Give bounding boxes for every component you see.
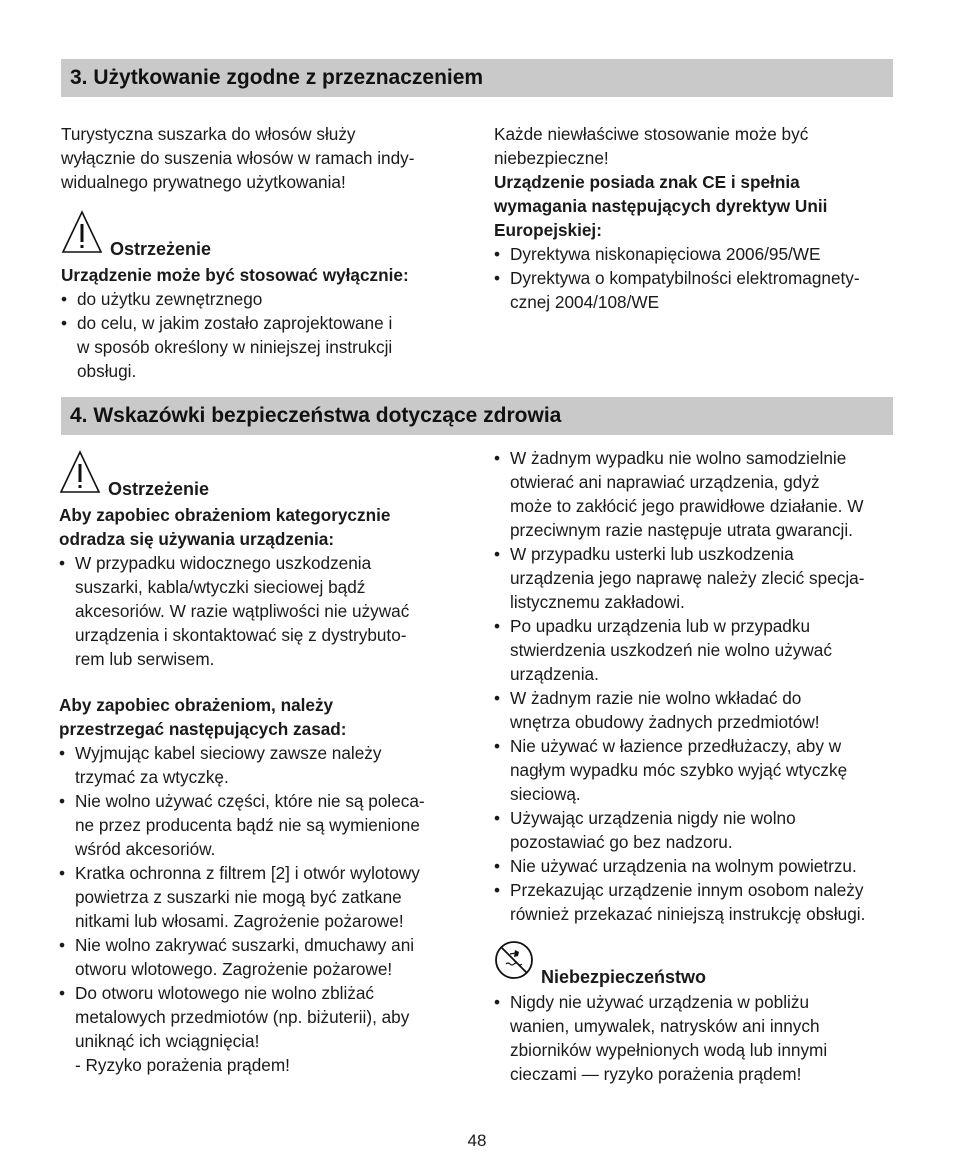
section-3-left-column xyxy=(61,122,461,383)
list-item: • W żadnym razie nie wolno wkładać do wnętrza obudowy żadnych przedmiotów! xyxy=(494,686,904,734)
list-item: • Do otworu wlotowego nie wolno zbliżać metalowych przedmiotów (np. biżuterii), aby uniknąć ich wciągnięcia! xyxy=(59,981,464,1053)
section-3-right-column xyxy=(494,122,899,314)
warning-label: Ostrzeżenie xyxy=(110,239,212,259)
list-item: • Kratka ochronna z filtrem [2] i otwór wylotowy powietrza z suszarki nie mogą być zatkane nitkami lub włosami. Zagrożenie pożarowe! xyxy=(59,861,464,933)
list-item: • Dyrektywa niskonapięciowa 2006/95/WE xyxy=(494,242,899,266)
list-item: • W żadnym wypadku nie wolno samodzielnie otwierać ani naprawiać urządzenia, gdyż może to zakłócić jego prawidłowe działanie. W przeciwnym razie następuje utrata gwarancji. xyxy=(494,446,904,542)
page-number: 48 xyxy=(467,1131,487,1150)
usage-list xyxy=(61,287,461,383)
directives-list xyxy=(494,242,899,314)
list-item: • Po upadku urządzenia lub w przypadku stwierdzenia uszkodzeń nie wolno używać urządzenia. xyxy=(494,614,904,686)
list-item: • Nigdy nie używać urządzenia w pobliżu wanien, umywalek, natrysków ani innych zbiorników wypełnionych wodą lub innymi cieczami — ryzyko porażenia prądem! xyxy=(494,990,904,1086)
list-item: • Przekazując urządzenie innym osobom należy również przekazać niniejszą instrukcję obsługi. xyxy=(494,878,904,926)
list-item: • Wyjmując kabel sieciowy zawsze należy trzymać za wtyczkę. xyxy=(59,741,464,789)
warning-triangle-icon xyxy=(59,450,101,494)
electric-shock-note: - Ryzyko porażenia prądem! xyxy=(75,1055,290,1075)
list-item: • do celu, w jakim zostało zaprojektowane i w sposób określony w niniejszej instrukcji obsługi. xyxy=(61,311,461,383)
rules-list xyxy=(59,741,464,1053)
section-3-title: 3. Użytkowanie zgodne z przeznaczeniem xyxy=(70,66,484,89)
danger-heading xyxy=(494,940,904,990)
section-4-title: 4. Wskazówki bezpieczeństwa dotyczące zdrowia xyxy=(70,404,562,427)
intro-paragraph: Turystyczna suszarka do włosów służy wyłącznie do suszenia włosów w ramach indy- widualnego prywatnego użytkowania! xyxy=(61,124,415,192)
list-item: • Nie wolno zakrywać suszarki, dmuchawy ani otworu wlotowego. Zagrożenie pożarowe! xyxy=(59,933,464,981)
warning-label: Ostrzeżenie xyxy=(108,479,210,499)
warning-heading xyxy=(59,450,464,503)
danger-list xyxy=(494,990,904,1086)
danger-label: Niebezpieczeństwo xyxy=(541,967,707,987)
section-4-right-column xyxy=(494,446,904,1086)
no-water-icon xyxy=(494,940,534,980)
list-item: • Nie używać urządzenia na wolnym powietrzu. xyxy=(494,854,904,878)
section-4-left-column xyxy=(59,450,464,1077)
warning-bold-text: Urządzenie może być stosować wyłącznie: xyxy=(61,265,409,285)
rules-bold-text: Aby zapobiec obrażeniom, należy przestrzegać następujących zasad: xyxy=(59,695,347,739)
ce-mark-paragraph: Urządzenie posiada znak CE i spełnia wymagania następujących dyrektyw Unii Europejskiej: xyxy=(494,172,828,240)
warning-heading xyxy=(61,210,461,263)
list-item: • W przypadku widocznego uszkodzenia suszarki, kabla/wtyczki sieciowej bądź akcesoriów. W razie wątpliwości nie używać urządzenia i skontaktować się z dystrybuto- rem lub serwisem. xyxy=(59,551,464,671)
section-3-header xyxy=(61,59,893,97)
list-item: • Nie wolno używać części, które nie są poleca- ne przez producenta bądź nie są wymienione wśród akcesoriów. xyxy=(59,789,464,861)
misuse-paragraph: Każde niewłaściwe stosowanie może być niebezpieczne! xyxy=(494,124,809,168)
list-item: • do użytku zewnętrznego xyxy=(61,287,461,311)
list-item: • Używając urządzenia nigdy nie wolno pozostawiać go bez nadzoru. xyxy=(494,806,904,854)
section-4-header xyxy=(61,397,893,435)
list-item: • Nie używać w łazience przedłużaczy, aby w nagłym wypadku móc szybko wyjąć wtyczkę sieciową. xyxy=(494,734,904,806)
warning-bold-text: Aby zapobiec obrażeniom kategorycznie odradza się używania urządzenia: xyxy=(59,505,391,549)
safety-list xyxy=(494,446,904,926)
warning-triangle-icon xyxy=(61,210,103,254)
list-item: • W przypadku usterki lub uszkodzenia urządzenia jego naprawę należy zlecić specja- listycznemu zakładowi. xyxy=(494,542,904,614)
damage-list xyxy=(59,551,464,671)
list-item: • Dyrektywa o kompatybilności elektromagnety- cznej 2004/108/WE xyxy=(494,266,899,314)
